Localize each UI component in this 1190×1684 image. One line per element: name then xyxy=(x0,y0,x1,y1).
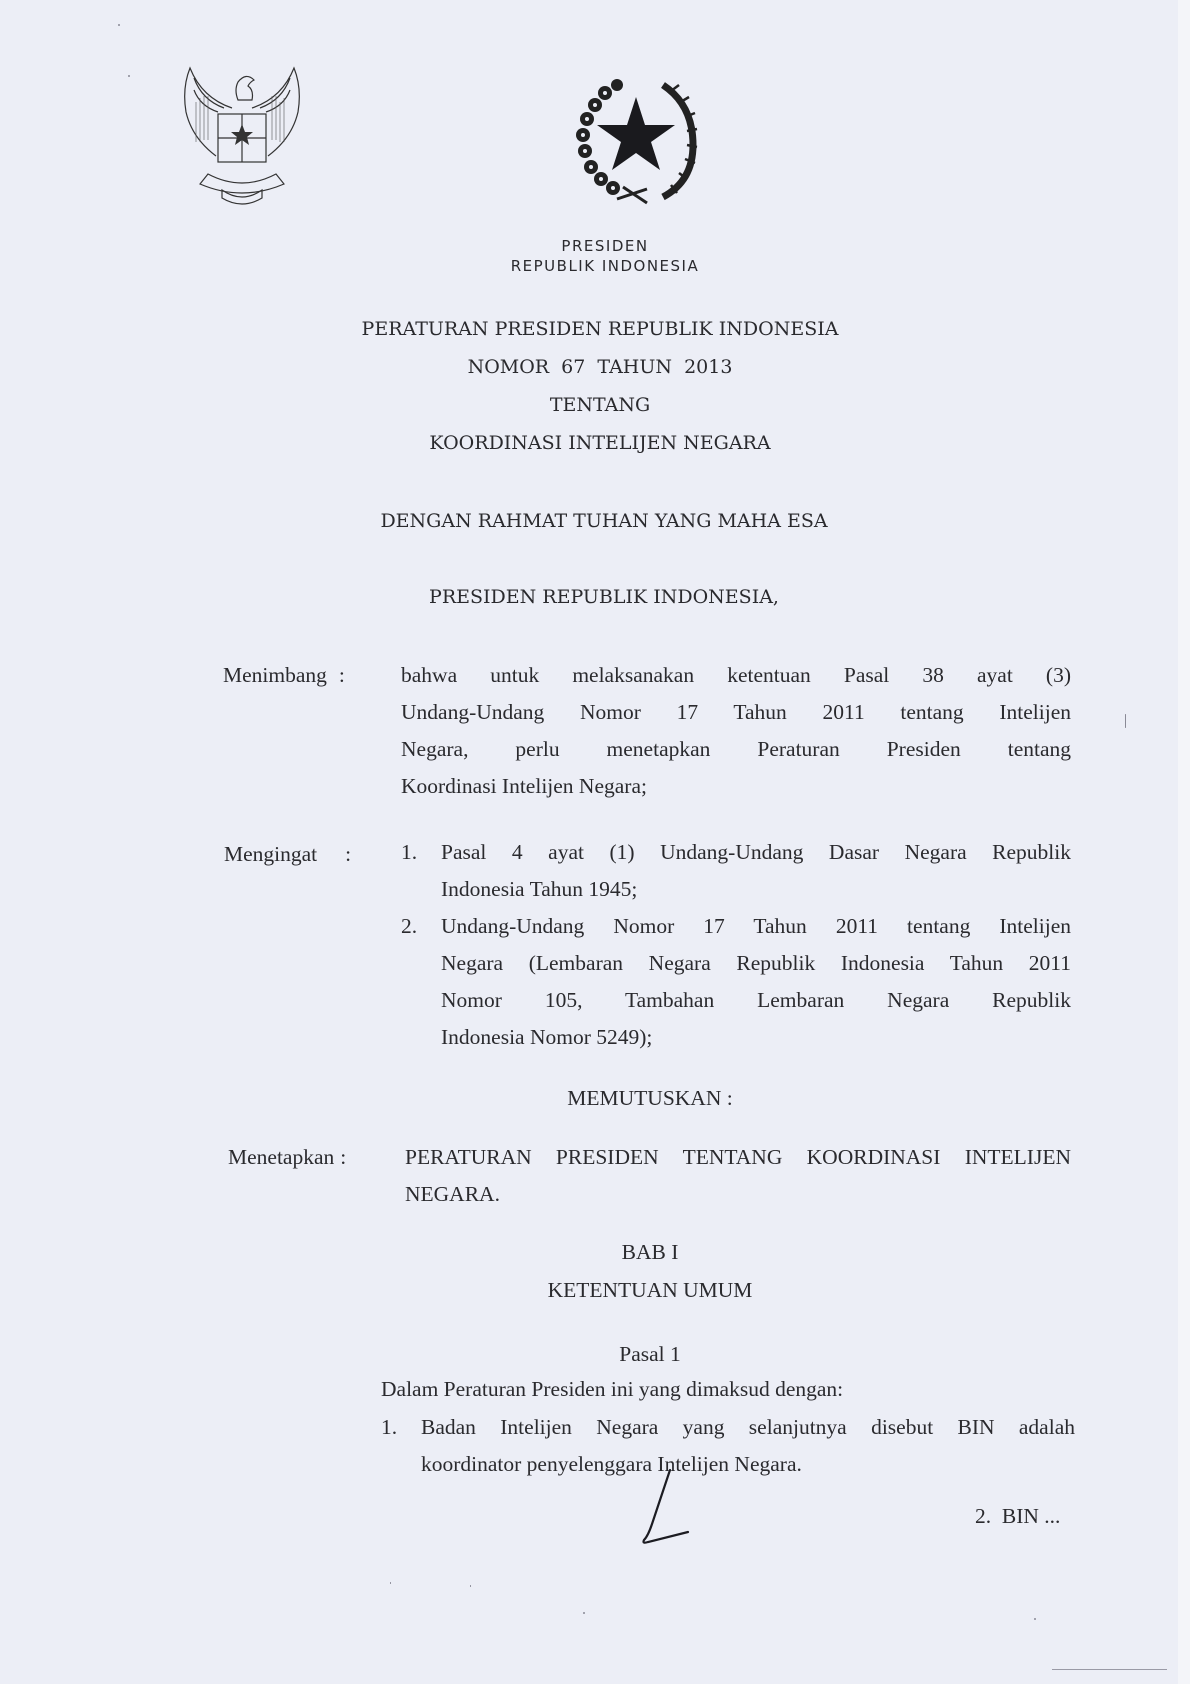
mengingat-colon: : xyxy=(345,842,352,866)
memutuskan-heading: MEMUTUSKAN : xyxy=(567,1086,733,1110)
mengingat-item-line: Indonesia Tahun 1945; xyxy=(441,877,638,901)
scan-speck xyxy=(390,1582,391,1584)
letterhead xyxy=(500,236,710,276)
title-line4: KOORDINASI INTELIJEN NEGARA xyxy=(429,432,771,454)
mengingat-item-number: 1. xyxy=(401,840,418,864)
mengingat-item-line: Negara (Lembaran Negara Republik Indonesia Tahun 2011 xyxy=(441,951,1071,975)
menimbang-content xyxy=(401,657,1071,805)
scan-speck xyxy=(583,1612,585,1614)
pasal-items xyxy=(381,1409,1075,1483)
menetapkan-line: PERATURAN PRESIDEN TENTANG KOORDINASI INTELIJEN xyxy=(405,1145,1071,1169)
garuda-emblem-icon xyxy=(178,62,306,220)
mengingat-item xyxy=(401,834,1071,908)
scan-speck xyxy=(1125,714,1126,728)
menetapkan-colon: : xyxy=(340,1145,347,1169)
mengingat-item-line: Pasal 4 ayat (1) Undang-Undang Dasar Negara Republik xyxy=(441,840,1071,864)
title-line3: TENTANG xyxy=(549,394,651,416)
mengingat-label-text: Mengingat xyxy=(224,842,318,866)
menimbang-label xyxy=(223,663,345,688)
invocation: DENGAN RAHMAT TUHAN YANG MAHA ESA xyxy=(380,510,828,532)
scan-speck xyxy=(470,1585,471,1587)
scan-speck xyxy=(128,75,130,77)
issuer: PRESIDEN REPUBLIK INDONESIA, xyxy=(429,586,779,608)
bab-title: KETENTUAN UMUM xyxy=(547,1278,753,1302)
presidential-seal-icon xyxy=(567,75,705,205)
mengingat-label xyxy=(224,842,351,867)
menetapkan-label-text: Menetapkan xyxy=(228,1145,335,1169)
scan-speck xyxy=(118,24,120,26)
mengingat-list xyxy=(401,834,1071,1056)
page-bottom-rule xyxy=(1052,1669,1167,1670)
menetapkan-label xyxy=(228,1145,346,1170)
mengingat-item-line: Indonesia Nomor 5249); xyxy=(441,1025,653,1049)
initial-signature-icon xyxy=(640,1466,700,1548)
menimbang-line: Koordinasi Intelijen Negara; xyxy=(401,774,647,798)
menimbang-colon: : xyxy=(338,663,345,687)
pasal-item-line: koordinator penyelenggara Intelijen Negara. xyxy=(421,1452,802,1476)
continuation-marker: 2. BIN ... xyxy=(975,1504,1061,1528)
menimbang-line: Negara, perlu menetapkan Peraturan Presiden tentang xyxy=(401,737,1071,761)
menimbang-line: bahwa untuk melaksanakan ketentuan Pasal 38 ayat (3) xyxy=(401,663,1071,687)
letterhead-line1: PRESIDEN xyxy=(561,237,649,255)
scan-speck xyxy=(1034,1618,1036,1620)
pasal-item-number: 1. xyxy=(381,1415,398,1439)
bab-number: BAB I xyxy=(621,1240,679,1264)
pasal-title: Pasal 1 xyxy=(619,1342,681,1366)
pasal-item xyxy=(381,1409,1075,1483)
title-line1: PERATURAN PRESIDEN REPUBLIK INDONESIA xyxy=(361,318,839,340)
menetapkan-content xyxy=(405,1139,1071,1213)
pasal-item-line: Badan Intelijen Negara yang selanjutnya disebut BIN adalah xyxy=(421,1415,1075,1439)
page-edge xyxy=(1178,0,1190,1684)
pasal-intro: Dalam Peraturan Presiden ini yang dimaksud dengan: xyxy=(381,1377,844,1401)
menimbang-line: Undang-Undang Nomor 17 Tahun 2011 tentang Intelijen xyxy=(401,700,1071,724)
mengingat-item xyxy=(401,908,1071,1056)
menetapkan-line: NEGARA. xyxy=(405,1182,500,1206)
mengingat-item-number: 2. xyxy=(401,914,418,938)
mengingat-item-line: Undang-Undang Nomor 17 Tahun 2011 tentang Intelijen xyxy=(441,914,1071,938)
mengingat-item-line: Nomor 105, Tambahan Lembaran Negara Republik xyxy=(441,988,1071,1012)
menimbang-label-text: Menimbang xyxy=(223,663,327,687)
letterhead-line2: REPUBLIK INDONESIA xyxy=(510,257,700,275)
title-line2: NOMOR 67 TAHUN 2013 xyxy=(467,356,733,378)
